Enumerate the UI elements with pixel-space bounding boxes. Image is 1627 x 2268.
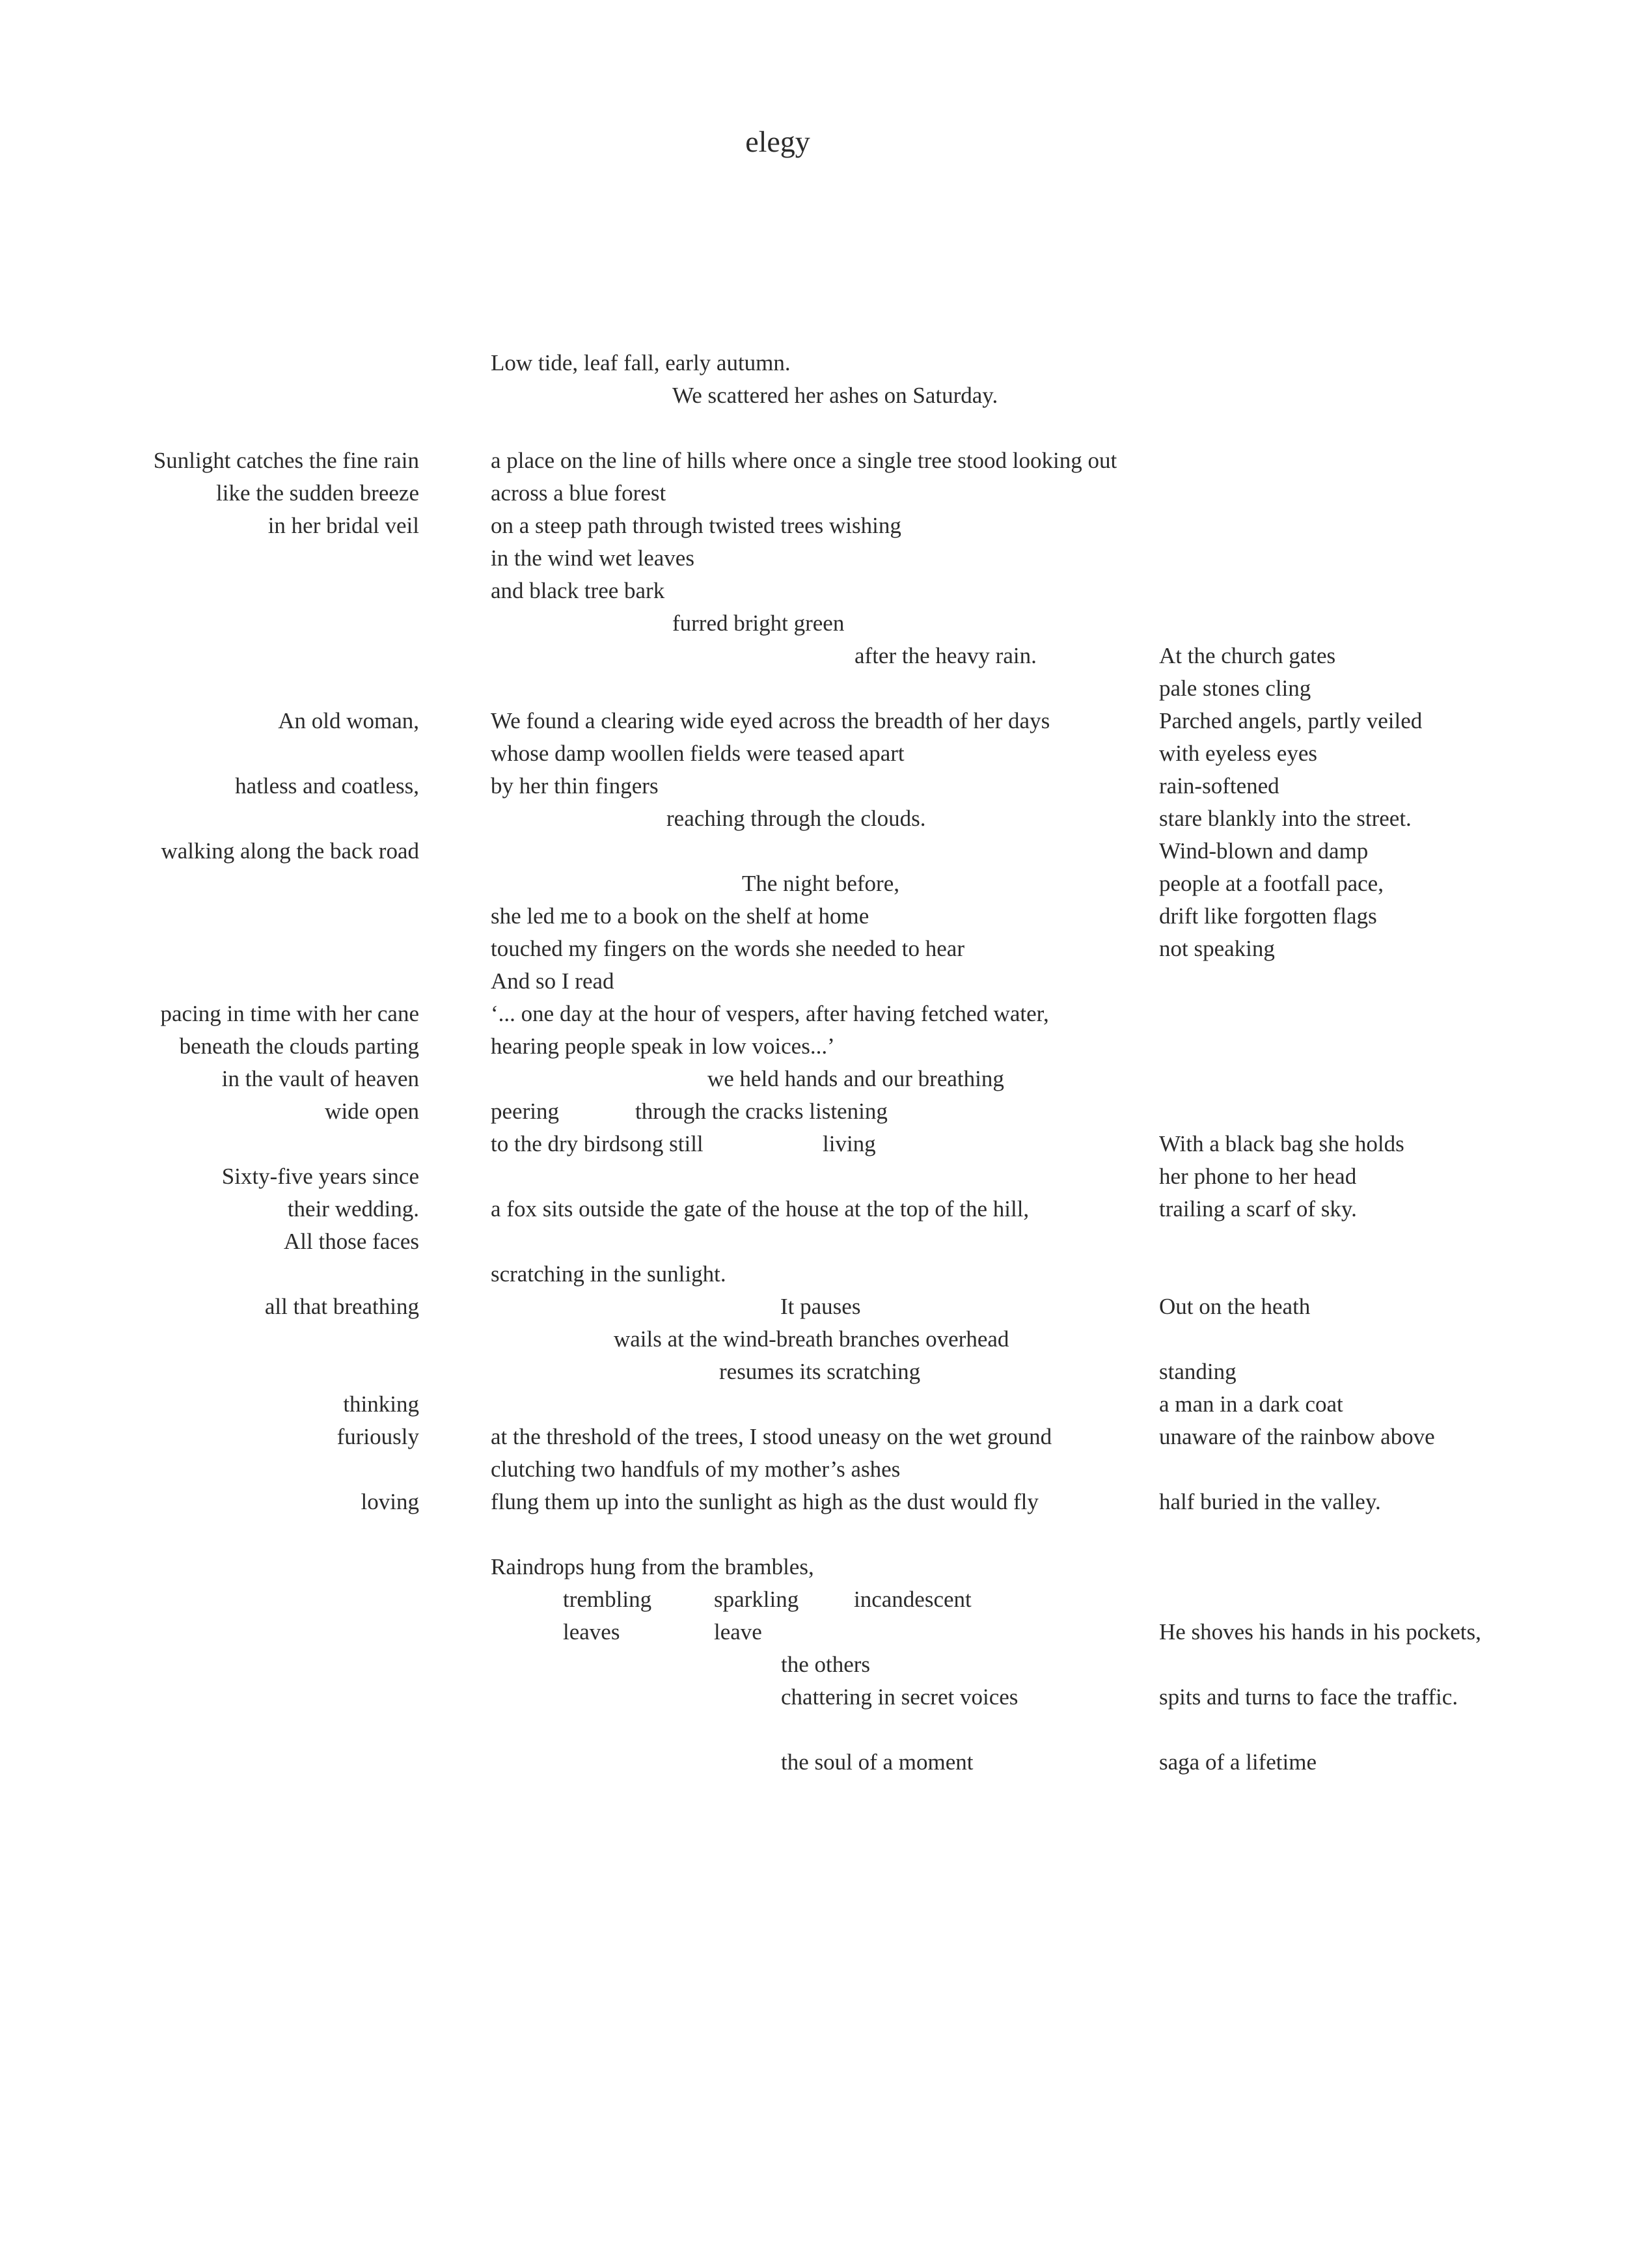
center-line: clutching two handfuls of my mother’s ashes <box>491 1456 901 1482</box>
right-line: Wind-blown and damp <box>1159 838 1369 864</box>
center-line: reaching through the clouds. <box>666 806 926 831</box>
right-line: half buried in the valley. <box>1159 1489 1381 1514</box>
center-line: sparkling <box>714 1587 799 1612</box>
right-line: Out on the heath <box>1159 1294 1311 1319</box>
right-line: At the church gates <box>1159 643 1336 668</box>
left-line: loving <box>361 1489 419 1514</box>
right-line: stare blankly into the street. <box>1159 806 1412 831</box>
center-line: peering <box>491 1099 559 1124</box>
right-line: saga of a lifetime <box>1159 1749 1317 1775</box>
right-line: a man in a dark coat <box>1159 1391 1343 1417</box>
right-line: with eyeless eyes <box>1159 741 1317 766</box>
center-line: whose damp woollen fields were teased apart <box>491 741 905 766</box>
left-line: Sunlight catches the fine rain <box>153 448 419 473</box>
poem-title: elegy <box>745 125 810 158</box>
center-line: We found a clearing wide eyed across the breadth of her days <box>491 708 1050 733</box>
right-line: spits and turns to face the traffic. <box>1159 1684 1458 1710</box>
center-line: chattering in secret voices <box>781 1684 1019 1710</box>
center-line: the others <box>781 1652 871 1677</box>
left-line: in the vault of heaven <box>221 1066 419 1091</box>
left-line: furiously <box>336 1424 419 1449</box>
right-line: standing <box>1159 1359 1237 1384</box>
left-line: their wedding. <box>287 1196 419 1222</box>
right-line: her phone to her head <box>1159 1164 1357 1189</box>
right-line: not speaking <box>1159 936 1275 961</box>
right-line: drift like forgotten flags <box>1159 903 1377 929</box>
left-line: like the sudden breeze <box>216 480 419 506</box>
center-line: and black tree bark <box>491 578 665 603</box>
center-line: a fox sits outside the gate of the house at the top of the hill, <box>491 1196 1030 1222</box>
center-line: furred bright green <box>672 610 845 636</box>
center-line: scratching in the sunlight. <box>491 1261 726 1287</box>
center-line: ‘... one day at the hour of vespers, after having fetched water, <box>491 1001 1049 1026</box>
left-line: hatless and coatless, <box>235 773 419 799</box>
right-line: unaware of the rainbow above <box>1159 1424 1435 1449</box>
center-line: to the dry birdsong still <box>491 1131 704 1156</box>
left-line: wide open <box>325 1099 419 1124</box>
center-line: The night before, <box>742 871 899 896</box>
right-line: Parched angels, partly veiled <box>1159 708 1423 733</box>
center-line: through the cracks listening <box>635 1099 888 1124</box>
left-line: beneath the clouds parting <box>179 1033 419 1059</box>
left-line: pacing in time with her cane <box>160 1001 419 1026</box>
center-line: trembling <box>563 1587 652 1612</box>
right-line: With a black bag she holds <box>1159 1131 1404 1156</box>
right-line: trailing a scarf of sky. <box>1159 1196 1357 1222</box>
center-line: Low tide, leaf fall, early autumn. <box>491 350 791 376</box>
center-line: resumes its scratching <box>719 1359 921 1384</box>
center-line: after the heavy rain. <box>855 643 1037 668</box>
center-line: We scattered her ashes on Saturday. <box>672 383 998 408</box>
right-line: rain-softened <box>1159 773 1279 799</box>
center-line: on a steep path through twisted trees wishing <box>491 513 901 538</box>
center-line: touched my fingers on the words she needed to hear <box>491 936 964 961</box>
left-line: All those faces <box>284 1229 419 1254</box>
center-line: a place on the line of hills where once a single tree stood looking out <box>491 448 1117 473</box>
left-line: thinking <box>343 1391 419 1417</box>
center-line: living <box>823 1131 876 1156</box>
right-line: He shoves his hands in his pockets, <box>1159 1619 1481 1645</box>
center-line: she led me to a book on the shelf at home <box>491 903 869 929</box>
center-line: the soul of a moment <box>781 1749 974 1775</box>
center-line: And so I read <box>491 968 614 994</box>
center-line: at the threshold of the trees, I stood uneasy on the wet ground <box>491 1424 1052 1449</box>
center-line: incandescent <box>854 1587 972 1612</box>
center-line: leaves <box>563 1619 620 1645</box>
left-line: Sixty-five years since <box>221 1164 419 1189</box>
center-line: we held hands and our breathing <box>707 1066 1004 1091</box>
center-line: wails at the wind-breath branches overhead <box>614 1326 1009 1352</box>
center-line: It pauses <box>780 1294 861 1319</box>
center-line: by her thin fingers <box>491 773 659 799</box>
left-line: all that breathing <box>264 1294 419 1319</box>
left-line: An old woman, <box>278 708 419 733</box>
center-line: leave <box>714 1619 762 1645</box>
left-line: in her bridal veil <box>267 513 419 538</box>
center-line: in the wind wet leaves <box>491 545 694 571</box>
right-line: pale stones cling <box>1159 676 1311 701</box>
center-line: Raindrops hung from the brambles, <box>491 1554 814 1579</box>
center-line: hearing people speak in low voices...’ <box>491 1033 835 1059</box>
center-line: across a blue forest <box>491 480 666 506</box>
right-line: people at a footfall pace, <box>1159 871 1384 896</box>
left-line: walking along the back road <box>161 838 419 864</box>
center-line: flung them up into the sunlight as high as the dust would fly <box>491 1489 1039 1514</box>
